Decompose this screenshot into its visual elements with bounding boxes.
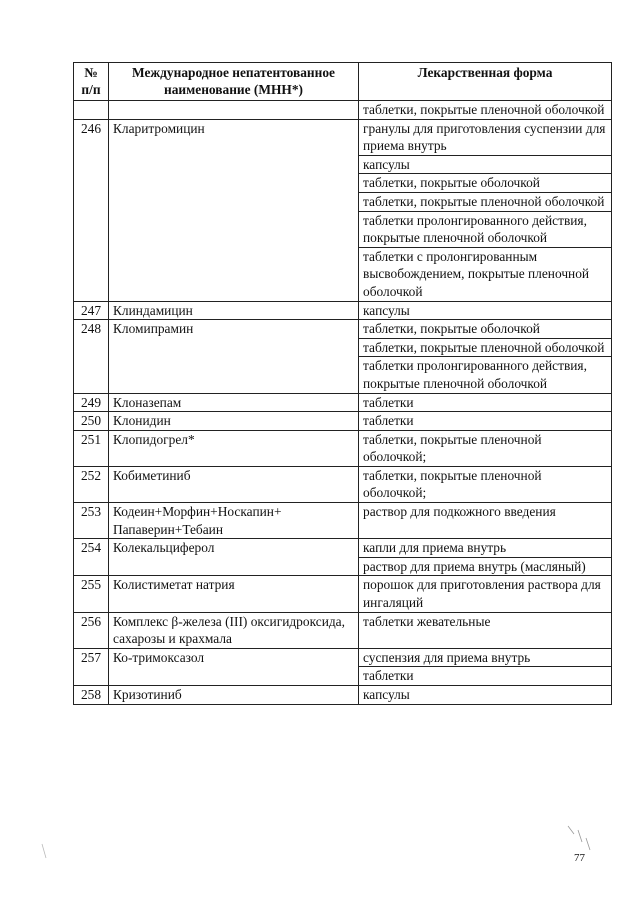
row-number [74, 101, 109, 120]
drug-name [109, 211, 359, 247]
table-row [74, 357, 612, 393]
header-num: № п/п [74, 63, 109, 101]
drug-name [109, 557, 359, 576]
table-row [74, 503, 612, 539]
drug-name: Кодеин+Морфин+Носкапин+ Папаверин+Тебаин [109, 503, 359, 539]
table-row [74, 155, 612, 174]
drug-name [109, 155, 359, 174]
dosage-form: таблетки [359, 412, 612, 431]
row-number: 247 [74, 301, 109, 320]
table-row [74, 648, 612, 667]
dosage-form: таблетки [359, 667, 612, 686]
row-number: 258 [74, 686, 109, 705]
row-number [74, 174, 109, 193]
drug-table [73, 62, 612, 705]
row-number [74, 211, 109, 247]
table-row [74, 430, 612, 466]
table-row [74, 576, 612, 612]
drug-name: Клонидин [109, 412, 359, 431]
row-number: 252 [74, 466, 109, 502]
drug-name [109, 192, 359, 211]
drug-name [109, 247, 359, 301]
pen-marks [560, 820, 600, 860]
row-number: 256 [74, 612, 109, 648]
row-number [74, 338, 109, 357]
row-number: 246 [74, 119, 109, 155]
dosage-form: таблетки, покрытые оболочкой [359, 320, 612, 339]
row-number: 249 [74, 393, 109, 412]
drug-name: Клиндамицин [109, 301, 359, 320]
table-row [74, 338, 612, 357]
drug-name: Комплекс β-железа (III) оксигидроксида, сахарозы и крахмала [109, 612, 359, 648]
table-row [74, 393, 612, 412]
table-header-row [74, 63, 612, 101]
drug-name: Ко-тримоксазол [109, 648, 359, 667]
table-row [74, 101, 612, 120]
row-number: 250 [74, 412, 109, 431]
drug-name: Кризотиниб [109, 686, 359, 705]
drug-name: Кобиметиниб [109, 466, 359, 502]
drug-name: Колекальциферол [109, 539, 359, 558]
table-row [74, 412, 612, 431]
dosage-form: таблетки, покрытые пленочной оболочкой [359, 338, 612, 357]
table-row [74, 466, 612, 502]
row-number: 257 [74, 648, 109, 667]
dosage-form: таблетки с пролонгированным высвобождением, покрытые пленочной оболочкой [359, 247, 612, 301]
row-number: 251 [74, 430, 109, 466]
table-row [74, 320, 612, 339]
row-number [74, 247, 109, 301]
row-number: 248 [74, 320, 109, 339]
drug-name [109, 174, 359, 193]
table-row [74, 539, 612, 558]
row-number [74, 557, 109, 576]
dosage-form: таблетки [359, 393, 612, 412]
table-row [74, 247, 612, 301]
drug-name [109, 357, 359, 393]
row-number [74, 192, 109, 211]
dosage-form: таблетки, покрытые пленочной оболочкой [359, 192, 612, 211]
dosage-form: порошок для приготовления раствора для ингаляций [359, 576, 612, 612]
drug-name: Колистиметат натрия [109, 576, 359, 612]
dosage-form: таблетки, покрытые пленочной оболочкой [359, 101, 612, 120]
drug-name [109, 101, 359, 120]
dosage-form: таблетки, покрытые оболочкой [359, 174, 612, 193]
table-row [74, 301, 612, 320]
table-row [74, 612, 612, 648]
header-form: Лекарственная форма [359, 63, 612, 101]
dosage-form: таблетки пролонгированного действия, покрытые пленочной оболочкой [359, 357, 612, 393]
table-row [74, 211, 612, 247]
row-number: 253 [74, 503, 109, 539]
dosage-form: капсулы [359, 686, 612, 705]
drug-name [109, 667, 359, 686]
table-row [74, 686, 612, 705]
dosage-form: раствор для подкожного введения [359, 503, 612, 539]
table-row [74, 192, 612, 211]
drug-name: Клопидогрел* [109, 430, 359, 466]
header-mnn: Международное непатентованное наименование (МНН*) [109, 63, 359, 101]
dosage-form: суспензия для приема внутрь [359, 648, 612, 667]
drug-name: Кломипрамин [109, 320, 359, 339]
dosage-form: таблетки, покрытые пленочной оболочкой; [359, 430, 612, 466]
row-number: 254 [74, 539, 109, 558]
table-row [74, 557, 612, 576]
row-number: 255 [74, 576, 109, 612]
drug-name: Клоназепам [109, 393, 359, 412]
dosage-form: таблетки пролонгированного действия, покрытые пленочной оболочкой [359, 211, 612, 247]
table-row [74, 119, 612, 155]
row-number [74, 667, 109, 686]
table-row [74, 174, 612, 193]
drug-name: Кларитромицин [109, 119, 359, 155]
drug-name [109, 338, 359, 357]
margin-mark [36, 840, 56, 870]
row-number [74, 155, 109, 174]
dosage-form: капсулы [359, 301, 612, 320]
dosage-form: таблетки жевательные [359, 612, 612, 648]
dosage-form: гранулы для приготовления суспензии для приема внутрь [359, 119, 612, 155]
dosage-form: раствор для приема внутрь (масляный) [359, 557, 612, 576]
dosage-form: таблетки, покрытые пленочной оболочкой; [359, 466, 612, 502]
dosage-form: капсулы [359, 155, 612, 174]
table-row [74, 667, 612, 686]
row-number [74, 357, 109, 393]
dosage-form: капли для приема внутрь [359, 539, 612, 558]
page-number: 77 [574, 852, 585, 864]
table-body [74, 101, 612, 705]
